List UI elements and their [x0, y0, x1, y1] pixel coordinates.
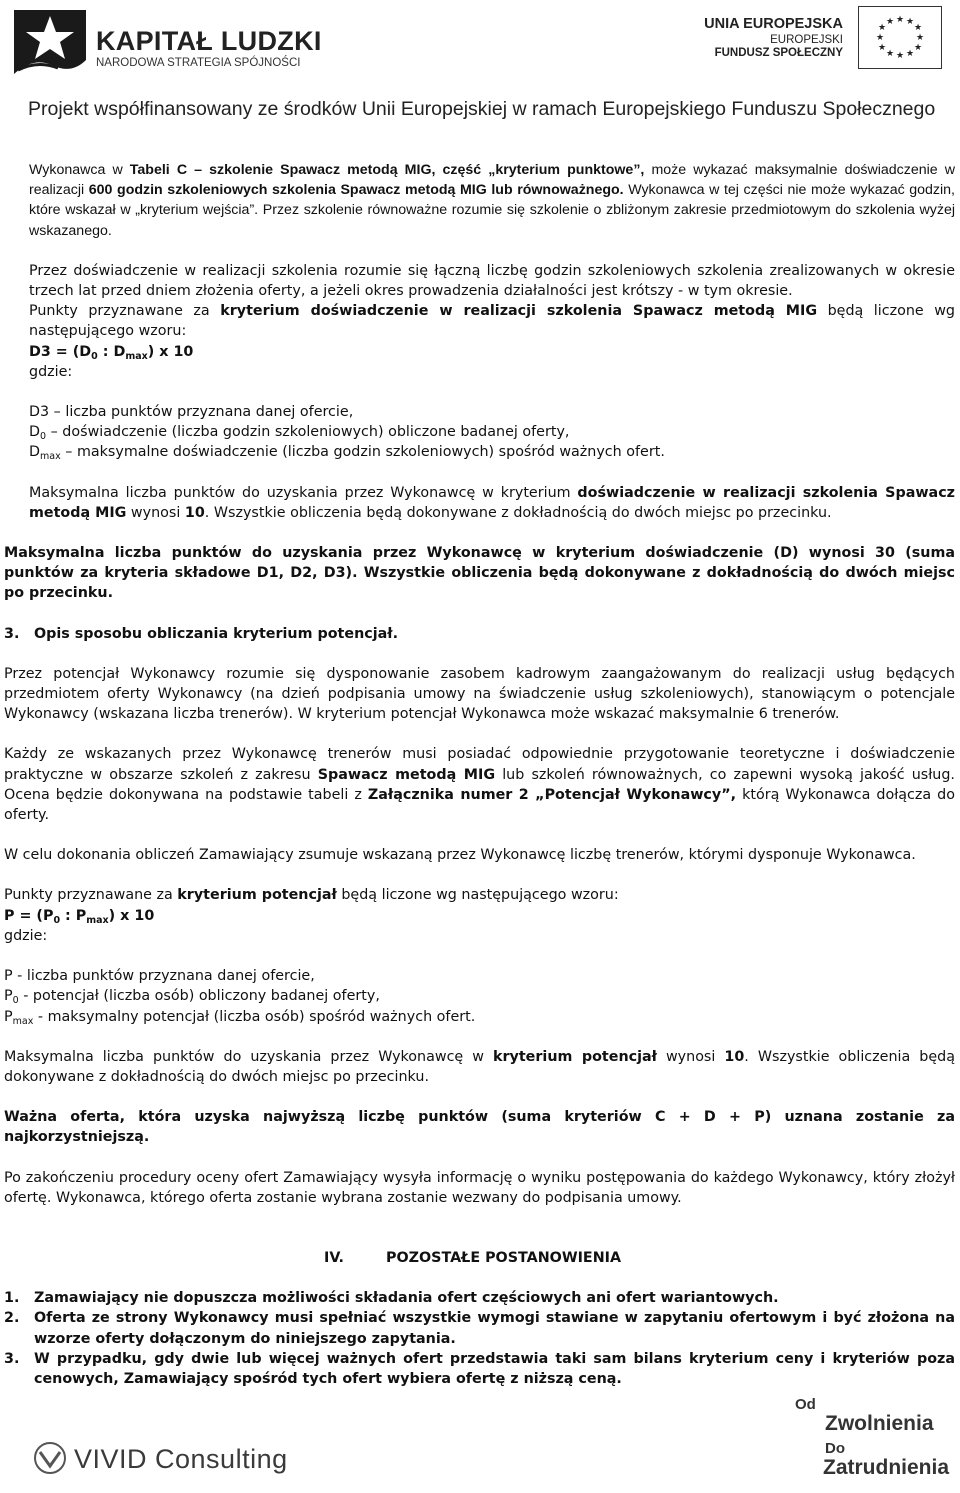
text-bold: doświadczenie w realizacji szkolenia Spawacz metodą MIG	[29, 484, 956, 521]
svg-text:★: ★	[905, 17, 915, 27]
text: będą liczone wg następującego wzoru:	[336, 887, 619, 904]
spacer	[4, 1228, 955, 1248]
text: D	[29, 444, 41, 461]
kapital-ludzki-subtitle: NARODOWA STRATEGIA SPÓJNOŚCI	[96, 57, 301, 69]
paragraph-best-offer	[4, 1107, 955, 1147]
subscript: max	[12, 1015, 34, 1027]
text: będą liczone wg następującego wzoru:	[29, 303, 956, 340]
definition-dmax	[4, 442, 955, 462]
text: P	[4, 1008, 13, 1025]
text: ) x 10	[147, 343, 194, 360]
text: Punkty przyznawane za	[29, 303, 221, 320]
text-bold: Tabeli C – szkolenie Spawacz metodą MIG, część „kryterium punktowe”,	[129, 162, 645, 178]
list-item	[4, 1308, 955, 1348]
paragraph-experience-definition: Przez doświadczenie w realizacji szkolenia rozumie się łączną liczbę godzin szkoleniowych szkolenia zrealizowanych w okresie trzech lat przed dniem złożenia oferty, a jeżeli okres prowadzenia działalności jest krótszy - w tym okresie.	[29, 262, 955, 300]
spacer	[4, 946, 955, 966]
text: Maksymalna liczba punktów do uzyskania przez Wykonawcę w kryterium	[29, 484, 578, 501]
text: Maksymalna liczba punktów do uzyskania przez Wykonawcę w	[4, 1048, 493, 1065]
svg-text:★: ★	[877, 43, 887, 53]
heading-number: 3.	[4, 625, 20, 642]
provisions-list	[4, 1288, 955, 1389]
text: lub szkoleń równoważnych, co zapewni wysoką jakość usług. Ocena będzie dokonywana na podstawie tabeli z	[4, 766, 955, 803]
text-bold: kryterium doświadczenie w realizacji szkolenia Spawacz metodą MIG	[220, 303, 818, 320]
svg-text:★: ★	[913, 23, 923, 33]
spacer	[4, 1148, 955, 1168]
text: P	[4, 988, 13, 1005]
eu-line-1: UNIA EUROPEJSKA	[704, 16, 843, 32]
vivid-consulting-text: VIVID Consulting	[74, 1444, 288, 1474]
text-bold: 600 godzin szkoleniowych szkolenia Spawacz metodą MIG lub równoważnego.	[88, 182, 624, 199]
paragraph-points-formula-intro	[4, 301, 955, 341]
definition-d3: D3 – liczba punktów przyznana danej ofercie,	[29, 404, 354, 421]
definition-pmax	[4, 1007, 955, 1027]
eu-text-block	[704, 16, 843, 59]
spacer	[4, 382, 955, 402]
spacer	[4, 463, 955, 483]
svg-text:★: ★	[905, 49, 915, 59]
subscript: max	[40, 451, 61, 463]
text: - maksymalny potencjał (liczba osób) spośród ważnych ofert.	[33, 1008, 476, 1025]
text: ) x 10	[108, 907, 155, 924]
text: – maksymalne doświadczenie (liczba godzin szkoleniowych) spośród ważnych ofert.	[60, 444, 665, 461]
text: - potencjał (liczba osób) obliczony badanej oferty,	[18, 988, 380, 1005]
gdzie-label: gdzie:	[29, 363, 73, 380]
text: D	[29, 424, 41, 441]
text-bold: 10	[184, 504, 205, 521]
text-bold: kryterium potencjał	[492, 1048, 657, 1065]
paragraph-potential-definition: Przez potencjał Wykonawcy rozumie się dysponowanie zasobem kadrowym zaangażowanym do realizacji usług będących przedmiotem oferty Wykonawcy (na dzień podpisania umowy na świadczenie usług szkoleniowych), stanowiącym o potencjale Wykonawcy (wskazana liczba trenerów). W kryterium potencjał Wykonawca może wskazać maksymalnie 6 trenerów.	[4, 665, 955, 723]
text: Wykonawca w	[29, 162, 130, 178]
page-header	[0, 0, 960, 135]
page-footer	[0, 1390, 960, 1493]
subscript: max	[86, 914, 109, 926]
text: wynosi	[656, 1048, 725, 1065]
text: . Wszystkie obliczenia będą dokonywane z dokładnością do dwóch miejsc po przecinku.	[4, 1048, 955, 1085]
spacer	[4, 1208, 955, 1228]
paragraph-max-points-potential	[4, 1047, 955, 1087]
definition-p: P - liczba punktów przyznana danej ofercie,	[4, 968, 315, 985]
eu-flag-icon	[858, 6, 942, 69]
heading-number: IV.	[324, 1249, 344, 1266]
text: D3 = (D	[29, 343, 92, 360]
text: : P	[60, 907, 87, 924]
subscript: 0	[53, 914, 61, 926]
svg-text:★: ★	[877, 23, 887, 33]
heading-text: POZOSTAŁE POSTANOWIENIA	[386, 1249, 622, 1266]
svg-text:★: ★	[885, 17, 895, 27]
logo-text: Do	[825, 1440, 845, 1457]
spacer	[4, 241, 955, 261]
spacer	[4, 825, 955, 845]
eu-line-3: FUNDUSZ SPOŁECZNY	[714, 47, 843, 59]
text: : D	[97, 343, 126, 360]
list-number: 2.	[4, 1310, 20, 1327]
svg-text:★: ★	[915, 33, 925, 43]
section-heading-3	[4, 624, 955, 644]
list-number: 1.	[4, 1290, 20, 1307]
text-bold: Załącznika numer 2 „Potencjał Wykonawcy”,	[367, 786, 737, 803]
spacer	[4, 1268, 955, 1288]
logo-text: Od	[795, 1396, 816, 1413]
paragraph-potential-formula-intro	[4, 885, 955, 905]
paragraph-max-points-total	[4, 543, 955, 604]
text: P = (P	[4, 907, 54, 924]
formula-d3	[4, 342, 955, 362]
logo-text: Zwolnienia	[825, 1412, 934, 1435]
list-item	[4, 1349, 955, 1389]
paragraph-procedure-end: Po zakończeniu procedury oceny ofert Zamawiający wysyła informację o wyniku postępowania do każdego Wykonawcy, który złożył ofertę. Wykonawca, którego oferta zostanie wybrana zostanie wezwany do podpisania umowy.	[4, 1169, 955, 1206]
project-cofinancing-line: Projekt współfinansowany ze środków Unii Europejskiej w ramach Europejskiego Funduszu Społecznego	[28, 98, 936, 120]
paragraph-trainers	[4, 744, 955, 825]
eu-line-2: EUROPEJSKI	[770, 34, 843, 46]
subscript: 0	[12, 995, 19, 1007]
definition-p0	[4, 986, 955, 1006]
heading-text: Opis sposobu obliczania kryterium potencjał.	[34, 625, 399, 642]
text-bold: 10	[724, 1048, 745, 1065]
list-number: 3.	[4, 1350, 20, 1367]
text: wynosi	[126, 504, 185, 521]
spacer	[4, 1027, 955, 1047]
text: Wykonawca w tej części nie może wykazać godzin, które wskazał w „kryterium wejścia”. Przez szkolenie równoważne rozumie się szkolenie o zbliżonym zakresie przedmiotowym do szkolenia wyżej wskazanego.	[29, 182, 956, 239]
text: . Wszystkie obliczenia będą dokonywane z dokładnością do dwóch miejsc po przecinku.	[204, 504, 832, 521]
svg-text:★: ★	[885, 49, 895, 59]
text: którą Wykonawca dołącza do oferty.	[4, 786, 955, 824]
svg-text:★: ★	[895, 51, 905, 61]
document-body	[4, 160, 955, 1389]
paragraph-table-c	[4, 160, 955, 241]
list-text: Zamawiający nie dopuszcza możliwości składania ofert częściowych ani ofert wariantowych.	[34, 1290, 779, 1307]
kapital-ludzki-title: KAPITAŁ LUDZKI	[96, 26, 322, 56]
svg-text:★: ★	[895, 15, 905, 25]
subscript: 0	[40, 431, 47, 443]
list-text: Oferta ze strony Wykonawcy musi spełniać wszystkie wymogi stawiane w zapytaniu ofertowym i być złożona na wzorze oferty dołączonym do niniejszego zapytania.	[34, 1310, 955, 1347]
text-bold: kryterium potencjał	[177, 887, 337, 904]
od-zwolnienia-do-zatrudnienia-logo	[795, 1396, 955, 1486]
logo-text: Zatrudnienia	[823, 1456, 950, 1479]
paragraph-calculation: W celu dokonania obliczeń Zamawiający zsumuje wskazaną przez Wykonawcę liczbę trenerów, którymi dysponuje Wykonawca.	[4, 847, 916, 864]
spacer	[4, 1087, 955, 1107]
spacer	[4, 865, 955, 885]
text-bold: Maksymalna liczba punktów do uzyskania przez Wykonawcę w kryterium doświadczenie (D) wynosi 30 (suma punktów za kryteria składowe D1, D2, D3). Wszystkie obliczenia będą dokonywane z dokładnością do dwóch miejsc po przecinku.	[4, 545, 955, 602]
text: – doświadczenie (liczba godzin szkoleniowych) obliczone badanej oferty,	[46, 424, 570, 441]
spacer	[4, 604, 955, 624]
subscript: max	[125, 350, 148, 362]
spacer	[4, 523, 955, 543]
spacer	[4, 724, 955, 744]
subscript: 0	[91, 350, 98, 362]
section-heading-iv	[4, 1248, 955, 1268]
spacer	[4, 644, 955, 664]
svg-text:★: ★	[875, 33, 885, 43]
text-bold: Spawacz metodą MIG	[317, 766, 496, 783]
text: może wykazać maksymalnie doświadczenie w realizacji	[29, 162, 956, 199]
paragraph-max-points-experience	[4, 483, 955, 523]
list-item	[4, 1288, 955, 1308]
text-bold: Ważna oferta, która uzyska najwyższą liczbę punktów (suma kryteriów C + D + P) uznana zostanie za najkorzystniejszą.	[4, 1109, 955, 1146]
formula-p	[4, 906, 955, 926]
gdzie-label: gdzie:	[4, 927, 48, 944]
definition-d0	[4, 422, 955, 442]
svg-text:★: ★	[913, 43, 923, 53]
text: Punkty przyznawane za	[4, 887, 178, 904]
list-text: W przypadku, gdy dwie lub więcej ważnych ofert przedstawia taki sam bilans kryterium ceny i kryteriów poza cenowych, Zamawiający spośród tych ofert wybiera ofertę z niższą ceną.	[34, 1350, 955, 1387]
text: Każdy ze wskazanych przez Wykonawcę trenerów musi posiadać odpowiednie przygotowanie teoretyczne i doświadczenie praktyczne w obszarze szkoleń z zakresu	[4, 746, 955, 783]
